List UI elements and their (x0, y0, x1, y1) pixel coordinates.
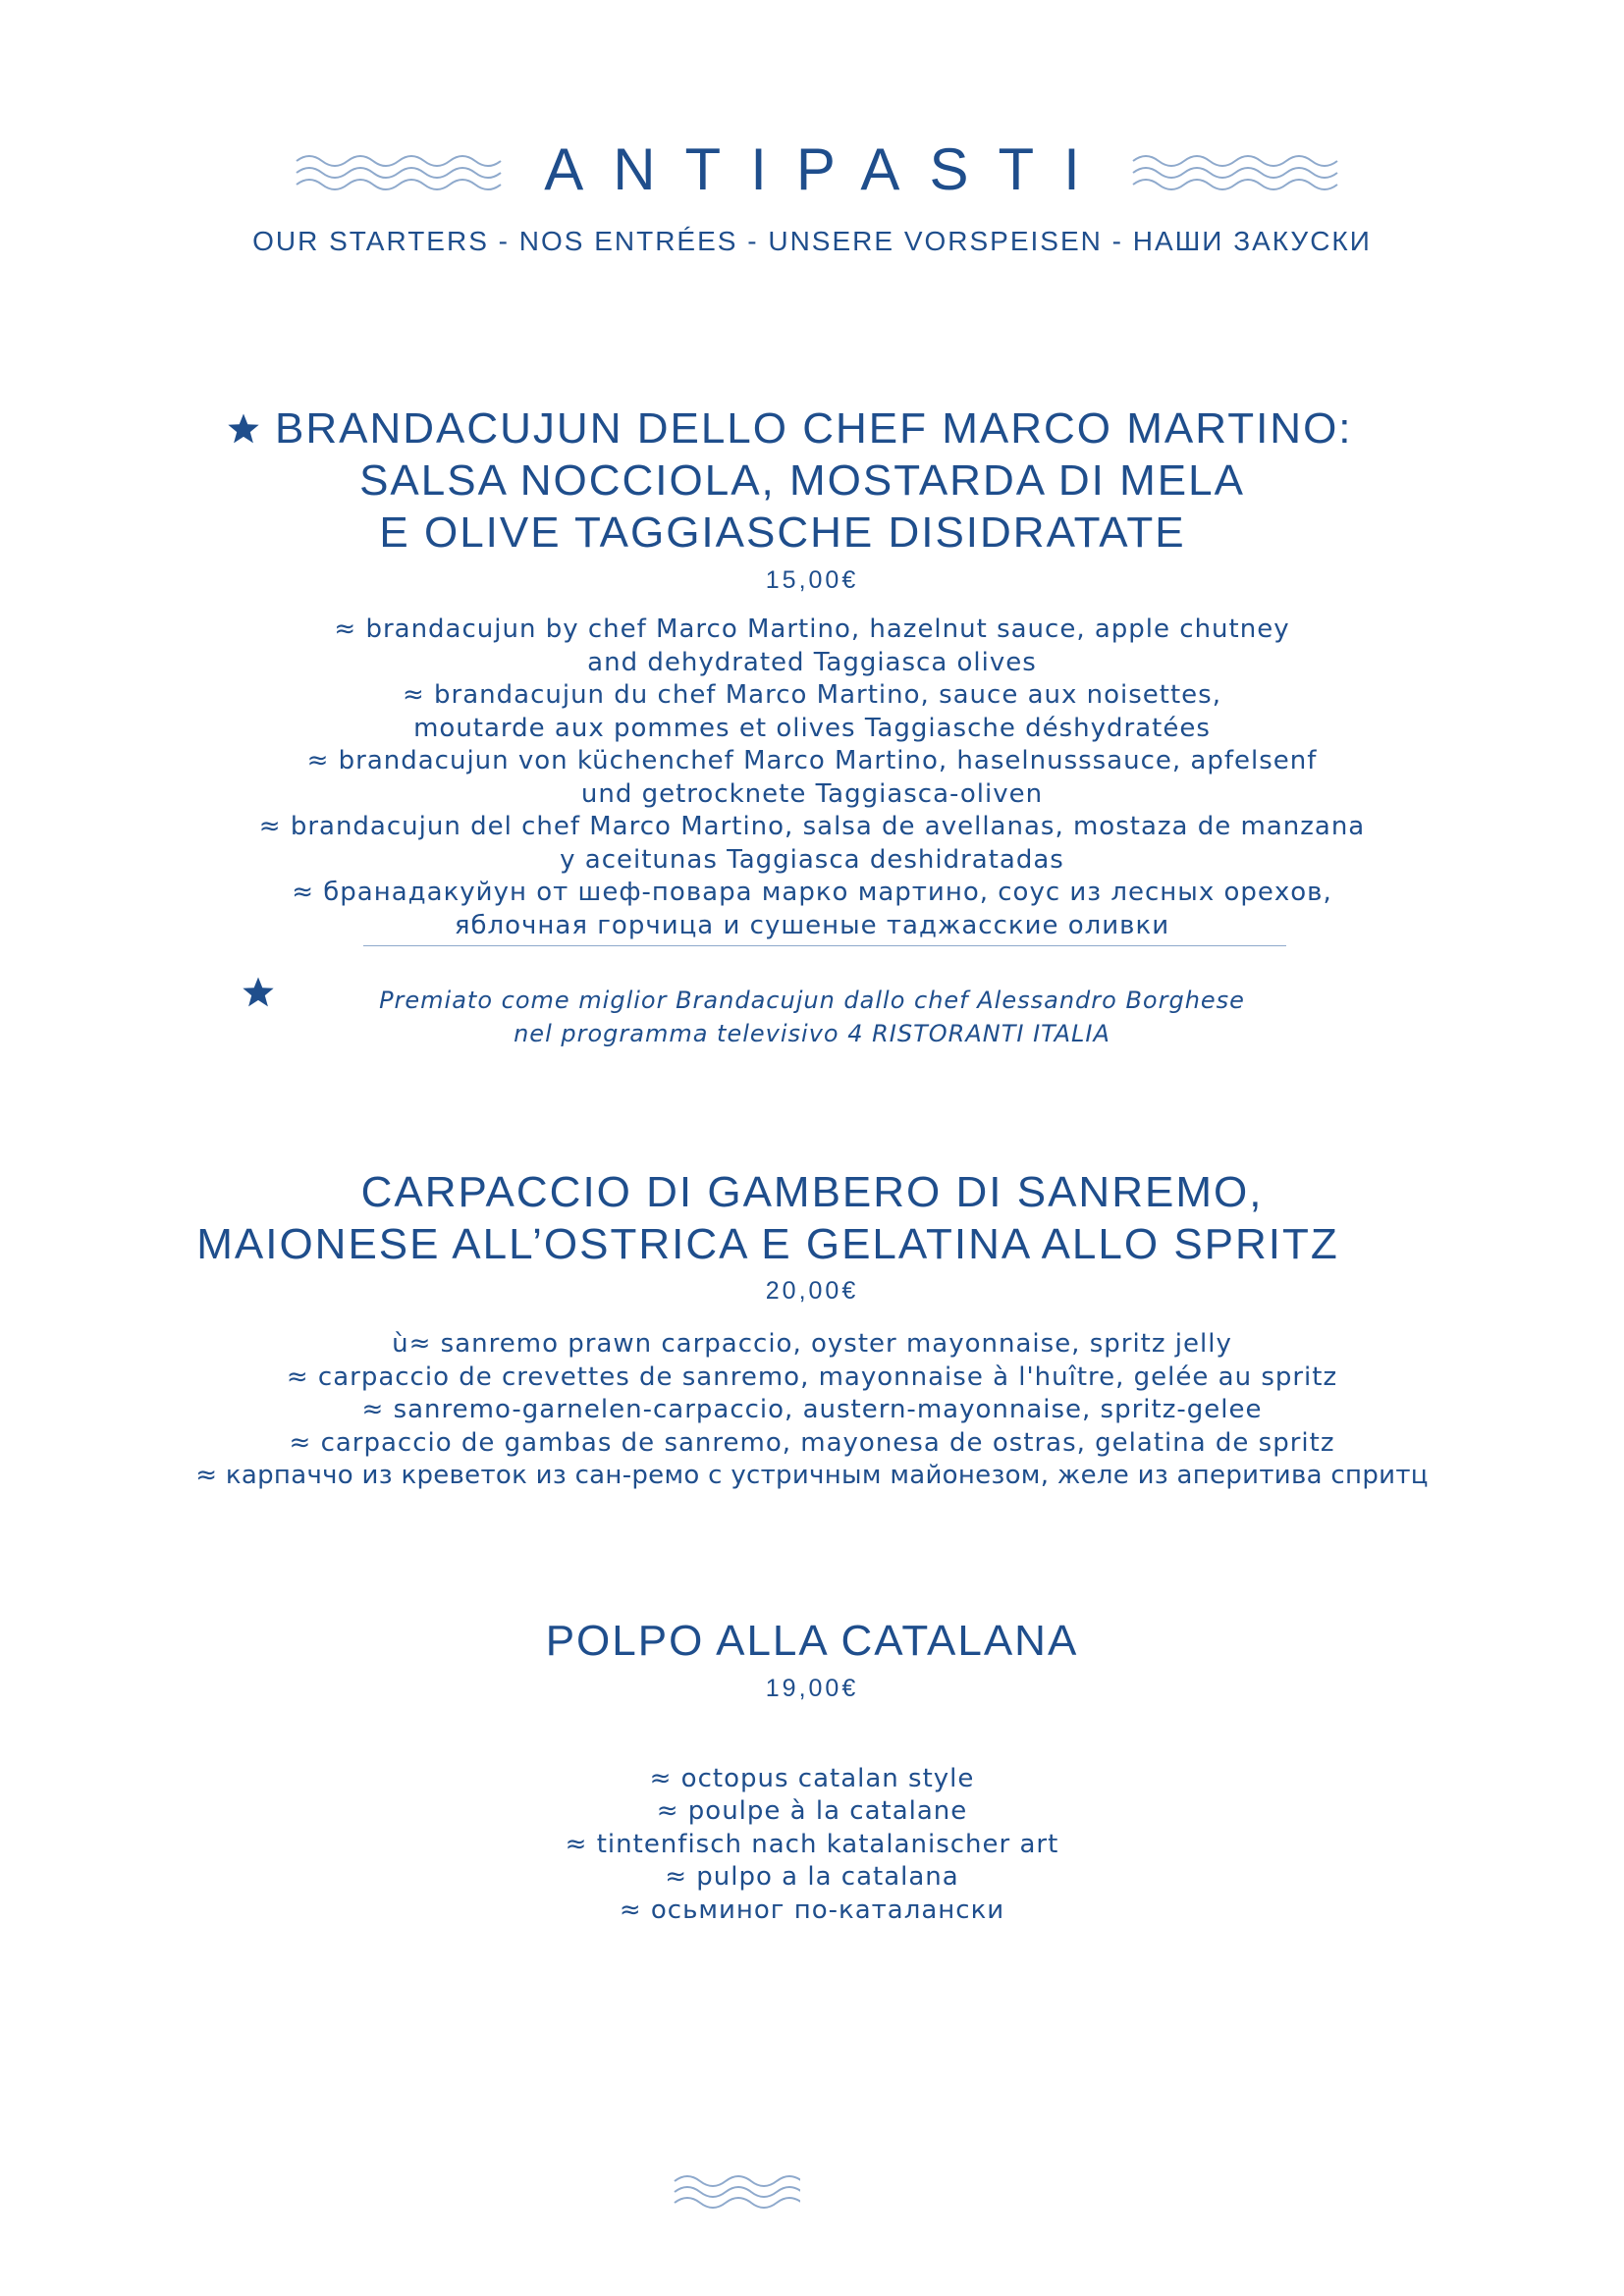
dish-description: ≈ carpaccio de crevettes de sanremo, mayonnaise à l'huître, gelée au spritz (286, 1362, 1338, 1392)
award-note: nel programma televisivo 4 RISTORANTI ITALIA (514, 1020, 1110, 1047)
dish-description: яблочная горчица и сушеные таджасские оливки (454, 911, 1170, 940)
dish-price: 15,00€ (765, 566, 859, 594)
dish-description: ≈ brandacujun du chef Marco Martino, sauce aux noisettes, (402, 680, 1221, 710)
star-icon (226, 412, 261, 446)
dish-title-line: MAIONESE ALL’OSTRICA E GELATINA ALLO SPRITZ (196, 1220, 1339, 1268)
dish-description: ≈ brandacujun von küchenchef Marco Martino, haselnusssauce, apfelsenf (306, 746, 1318, 775)
dish-description: ≈ sanremo-garnelen-carpaccio, austern-mayonnaise, spritz-gelee (361, 1395, 1263, 1424)
dish-description: ≈ бранадакуйун от шеф-повара марко мартино, соус из лесных орехов, (292, 878, 1332, 907)
dish-description: und getrocknete Taggiasca-oliven (580, 779, 1044, 809)
dish-description: ≈ octopus catalan style (649, 1764, 975, 1793)
dish-description: ≈ tintenfisch nach katalanischer art (565, 1830, 1059, 1859)
dish-title-line: BRANDACUJUN DELLO CHEF MARCO MARTINO: (275, 404, 1353, 453)
page-title: ANTIPASTI (544, 136, 1110, 202)
dish-description: ù≈ sanremo prawn carpaccio, oyster mayonnaise, spritz jelly (392, 1329, 1232, 1359)
dish-title-line: CARPACCIO DI GAMBERO DI SANREMO, (360, 1168, 1264, 1216)
award-note: Premiato come miglior Brandacujun dallo chef Alessandro Borghese (379, 987, 1245, 1014)
wave-ornament-footer-icon (673, 2169, 800, 2213)
dish-description: ≈ brandacujun by chef Marco Martino, hazelnut sauce, apple chutney (334, 614, 1290, 644)
dish-title-line: SALSA NOCCIOLA, MOSTARDA DI MELA (359, 456, 1245, 505)
dish-description: ≈ осьминог по-каталански (619, 1896, 1005, 1925)
dish-title-line: E OLIVE TAGGIASCHE DISIDRATATE (379, 508, 1186, 557)
dish-description: ≈ pulpo a la catalana (665, 1862, 959, 1892)
dish-description: moutarde aux pommes et olives Taggiasche déshydratées (413, 714, 1211, 743)
dish-description: ≈ карпаччо из креветок из сан-ремо с устричным майонезом, желе из аперитива спритц (195, 1461, 1429, 1490)
dish-description: ≈ brandacujun del chef Marco Martino, salsa de avellanas, mostaza de manzana (258, 812, 1366, 841)
dish-price: 20,00€ (765, 1277, 859, 1305)
dish-price: 19,00€ (765, 1675, 859, 1702)
dish-description: ≈ poulpe à la catalane (656, 1796, 968, 1826)
dish-description: and dehydrated Taggiasca olives (587, 648, 1037, 677)
divider (363, 945, 1286, 946)
dish-description: y aceitunas Taggiasca deshidratadas (560, 845, 1064, 875)
page-subtitle: OUR STARTERS - NOS ENTRÉES - UNSERE VORSPEISEN - НАШИ ЗАКУСКИ (252, 226, 1372, 256)
dish-title-line: POLPO ALLA CATALANA (545, 1617, 1079, 1665)
dish-description: ≈ carpaccio de gambas de sanremo, mayonesa de ostras, gelatina de spritz (289, 1428, 1335, 1458)
